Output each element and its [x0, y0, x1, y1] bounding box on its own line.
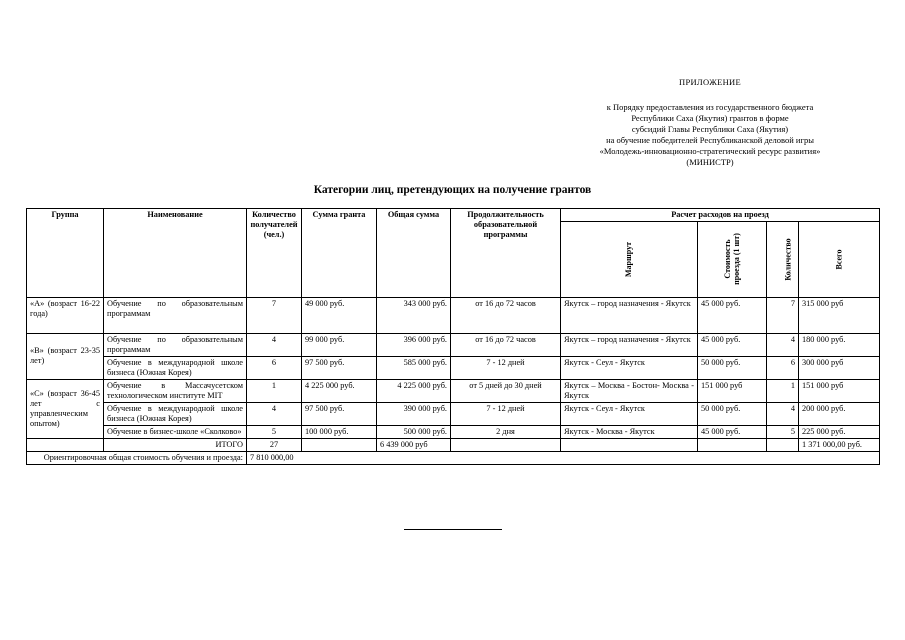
cell-grant: 100 000 руб. [302, 426, 377, 439]
empty-cell [451, 439, 561, 452]
header-grant: Сумма гранта [302, 209, 377, 298]
cell-sum: 180 000 руб. [799, 334, 880, 357]
cell-qty: 1 [767, 380, 799, 403]
itogo-sum: 1 371 000,00 руб. [799, 439, 880, 452]
empty-cell [698, 439, 767, 452]
cell-grant: 97 500 руб. [302, 357, 377, 380]
cell-count: 7 [247, 298, 302, 334]
cell-cost: 151 000 руб [698, 380, 767, 403]
appendix-line: к Порядку предоставления из государственного бюджета [606, 102, 814, 112]
cell-count: 5 [247, 426, 302, 439]
empty-cell [561, 439, 698, 452]
empty-cell [302, 439, 377, 452]
cell-name: Обучение в Массачусетском технологическом институте МIТ [104, 380, 247, 403]
itogo-count: 27 [247, 439, 302, 452]
divider-line [404, 529, 502, 530]
cell-duration: 7 - 12 дней [451, 357, 561, 380]
cell-route: Якутск - Москва - Якутск [561, 426, 698, 439]
cell-sum: 200 000 руб. [799, 403, 880, 426]
table-row [27, 298, 880, 334]
grants-table [26, 208, 880, 465]
cell-duration: 7 - 12 дней [451, 403, 561, 426]
header-total: Общая сумма [377, 209, 451, 298]
appendix-line: Республики Саха (Якутия) грантов в форме [631, 113, 789, 123]
cell-name: Обучение в бизнес-школе «Сколково» [104, 426, 247, 439]
cell-grant: 97 500 руб. [302, 403, 377, 426]
header-cost [698, 222, 767, 298]
header-sum-text: Всего [834, 249, 844, 269]
appendix-line: (МИНИСТР) [686, 157, 734, 167]
group-a: «А» (возраст 16-22 года) [27, 298, 104, 334]
cell-name: Обучение в международной школе бизнеса (Южная Корея) [104, 357, 247, 380]
table-row [27, 426, 880, 439]
header-qty [767, 222, 799, 298]
empty-cell [767, 439, 799, 452]
estimate-value: 7 810 000,00 [247, 452, 880, 465]
itogo-label: ИТОГО [104, 439, 247, 452]
table-row [27, 334, 880, 357]
table-row [27, 380, 880, 403]
cell-count: 4 [247, 334, 302, 357]
cell-qty: 7 [767, 298, 799, 334]
appendix-line: «Молодежь-инновационно-стратегический ресурс развития» [599, 146, 821, 156]
cell-total: 396 000 руб. [377, 334, 451, 357]
header-sum [799, 222, 880, 298]
header-duration: Продолжительность образовательной программы [451, 209, 561, 298]
appendix-block [560, 77, 860, 168]
estimate-label: Ориентировочная общая стоимость обучения и проезда: [27, 452, 247, 465]
appendix-line: на обучение победителей Республиканской деловой игры [606, 135, 814, 145]
cell-cost: 45 000 руб. [698, 426, 767, 439]
cell-sum: 300 000 руб [799, 357, 880, 380]
header-group: Группа [27, 209, 104, 298]
cell-count: 1 [247, 380, 302, 403]
cell-duration: от 16 до 72 часов [451, 334, 561, 357]
cell-sum: 151 000 руб [799, 380, 880, 403]
cell-route: Якутск – город назначения - Якутск [561, 298, 698, 334]
cell-name: Обучение по образовательным программам [104, 334, 247, 357]
cell-route: Якутск - Сеул - Якутск [561, 357, 698, 380]
page-title: Категории лиц, претендующих на получение грантов [313, 184, 592, 196]
header-qty-text: Количество [783, 237, 793, 281]
cell-grant: 4 225 000 руб. [302, 380, 377, 403]
cell-qty: 5 [767, 426, 799, 439]
cell-route: Якутск – Москва - Бостон- Москва - Якутск [561, 380, 698, 403]
cell-count: 6 [247, 357, 302, 380]
cell-grant: 49 000 руб. [302, 298, 377, 334]
header-count: Количество получателей (чел.) [247, 209, 302, 298]
group-b: «В» (возраст 23-35 лет) [27, 334, 104, 380]
cell-duration: 2 дня [451, 426, 561, 439]
cell-total: 585 000 руб. [377, 357, 451, 380]
header-route-text: Маршрут [624, 241, 634, 277]
cell-qty: 6 [767, 357, 799, 380]
appendix-line: субсидий Главы Республики Саха (Якутия) [631, 124, 789, 134]
appendix-heading: ПРИЛОЖЕНИЕ [679, 77, 741, 87]
cell-cost: 50 000 руб. [698, 357, 767, 380]
cell-duration: от 5 дней до 30 дней [451, 380, 561, 403]
header-cost-text: Стоимость проезда (1 шт) [723, 233, 741, 285]
cell-cost: 45 000 руб. [698, 298, 767, 334]
cell-total: 343 000 руб. [377, 298, 451, 334]
cell-total: 500 000 руб. [377, 426, 451, 439]
itogo-total: 6 439 000 руб [377, 439, 451, 452]
header-route [561, 222, 698, 298]
empty-cell [27, 439, 104, 452]
cell-qty: 4 [767, 334, 799, 357]
header-travel: Расчет расходов на проезд [561, 209, 880, 222]
cell-count: 4 [247, 403, 302, 426]
table-row [27, 357, 880, 380]
cell-route: Якутск – город назначения - Якутск [561, 334, 698, 357]
cell-duration: от 16 до 72 часов [451, 298, 561, 334]
estimate-row [27, 452, 880, 465]
header-name: Наименование [104, 209, 247, 298]
group-c: «С» (возраст 36-45 лет с управленческим опытом) [27, 380, 104, 439]
table-row [27, 403, 880, 426]
itogo-row [27, 439, 880, 452]
cell-qty: 4 [767, 403, 799, 426]
cell-grant: 99 000 руб. [302, 334, 377, 357]
cell-route: Якутск - Сеул - Якутск [561, 403, 698, 426]
cell-name: Обучение в международной школе бизнеса (Южная Корея) [104, 403, 247, 426]
cell-total: 390 000 руб. [377, 403, 451, 426]
cell-cost: 45 000 руб. [698, 334, 767, 357]
cell-sum: 315 000 руб [799, 298, 880, 334]
cell-sum: 225 000 руб. [799, 426, 880, 439]
cell-total: 4 225 000 руб. [377, 380, 451, 403]
cell-cost: 50 000 руб. [698, 403, 767, 426]
cell-name: Обучение по образовательным программам [104, 298, 247, 334]
